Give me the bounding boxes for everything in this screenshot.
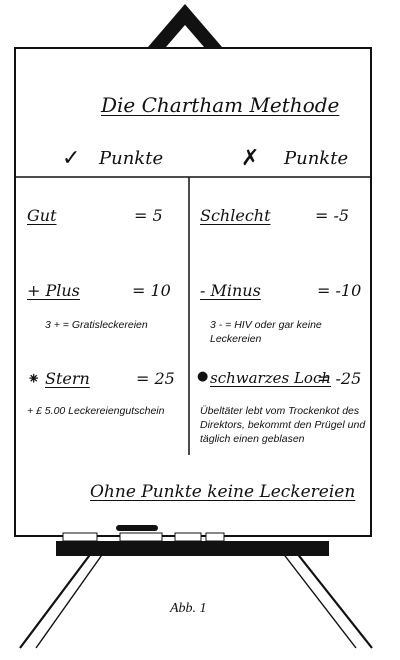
tray-item-2 [120, 533, 162, 541]
note-stern: + £ 5.00 Leckereiengutschein [27, 405, 165, 417]
chart-title: Die Chartham Methode [101, 93, 340, 117]
marker-tray [56, 541, 329, 556]
black-dot-icon: ● [197, 369, 209, 384]
column-header-positive: Punkte [99, 148, 164, 169]
value-stern: = 25 [136, 369, 175, 388]
tray-item-3 [175, 533, 201, 541]
note-plus: 3 + = Gratisleckereien [45, 319, 148, 331]
footer-slogan: Ohne Punkte keine Leckereien [90, 482, 356, 502]
column-header-negative: Punkte [284, 148, 349, 169]
note-minus: 3 - = HIV oder gar keine Leckereien [210, 319, 322, 345]
label-schwarzes-loch: schwarzes Loch [210, 369, 332, 387]
value-plus: = 10 [132, 281, 171, 300]
marker-pen [116, 525, 158, 531]
tray-item-4 [206, 533, 224, 541]
figure-caption: Abb. 1 [170, 601, 207, 616]
value-schwarzes-loch: = -25 [317, 369, 362, 388]
label-gut: Gut [27, 206, 57, 225]
label-stern: Stern [45, 369, 90, 388]
label-schlecht: Schlecht [200, 206, 271, 225]
cross-mark-icon: ✗ [241, 146, 260, 171]
tray-item-1 [63, 533, 97, 541]
note-schwarzes-loch: Übeltäter lebt vom Trockenkot des Direktors, bekommt den Prügel und täglich einen geblasen [200, 405, 366, 445]
asterisk-star-icon: ⁕ [27, 369, 41, 388]
value-gut: = 5 [134, 206, 163, 225]
label-plus: + Plus [27, 281, 80, 300]
label-minus: - Minus [200, 281, 261, 300]
value-schlecht: = -5 [315, 206, 350, 225]
check-mark-icon: ✓ [62, 146, 81, 171]
value-minus: = -10 [317, 281, 362, 300]
